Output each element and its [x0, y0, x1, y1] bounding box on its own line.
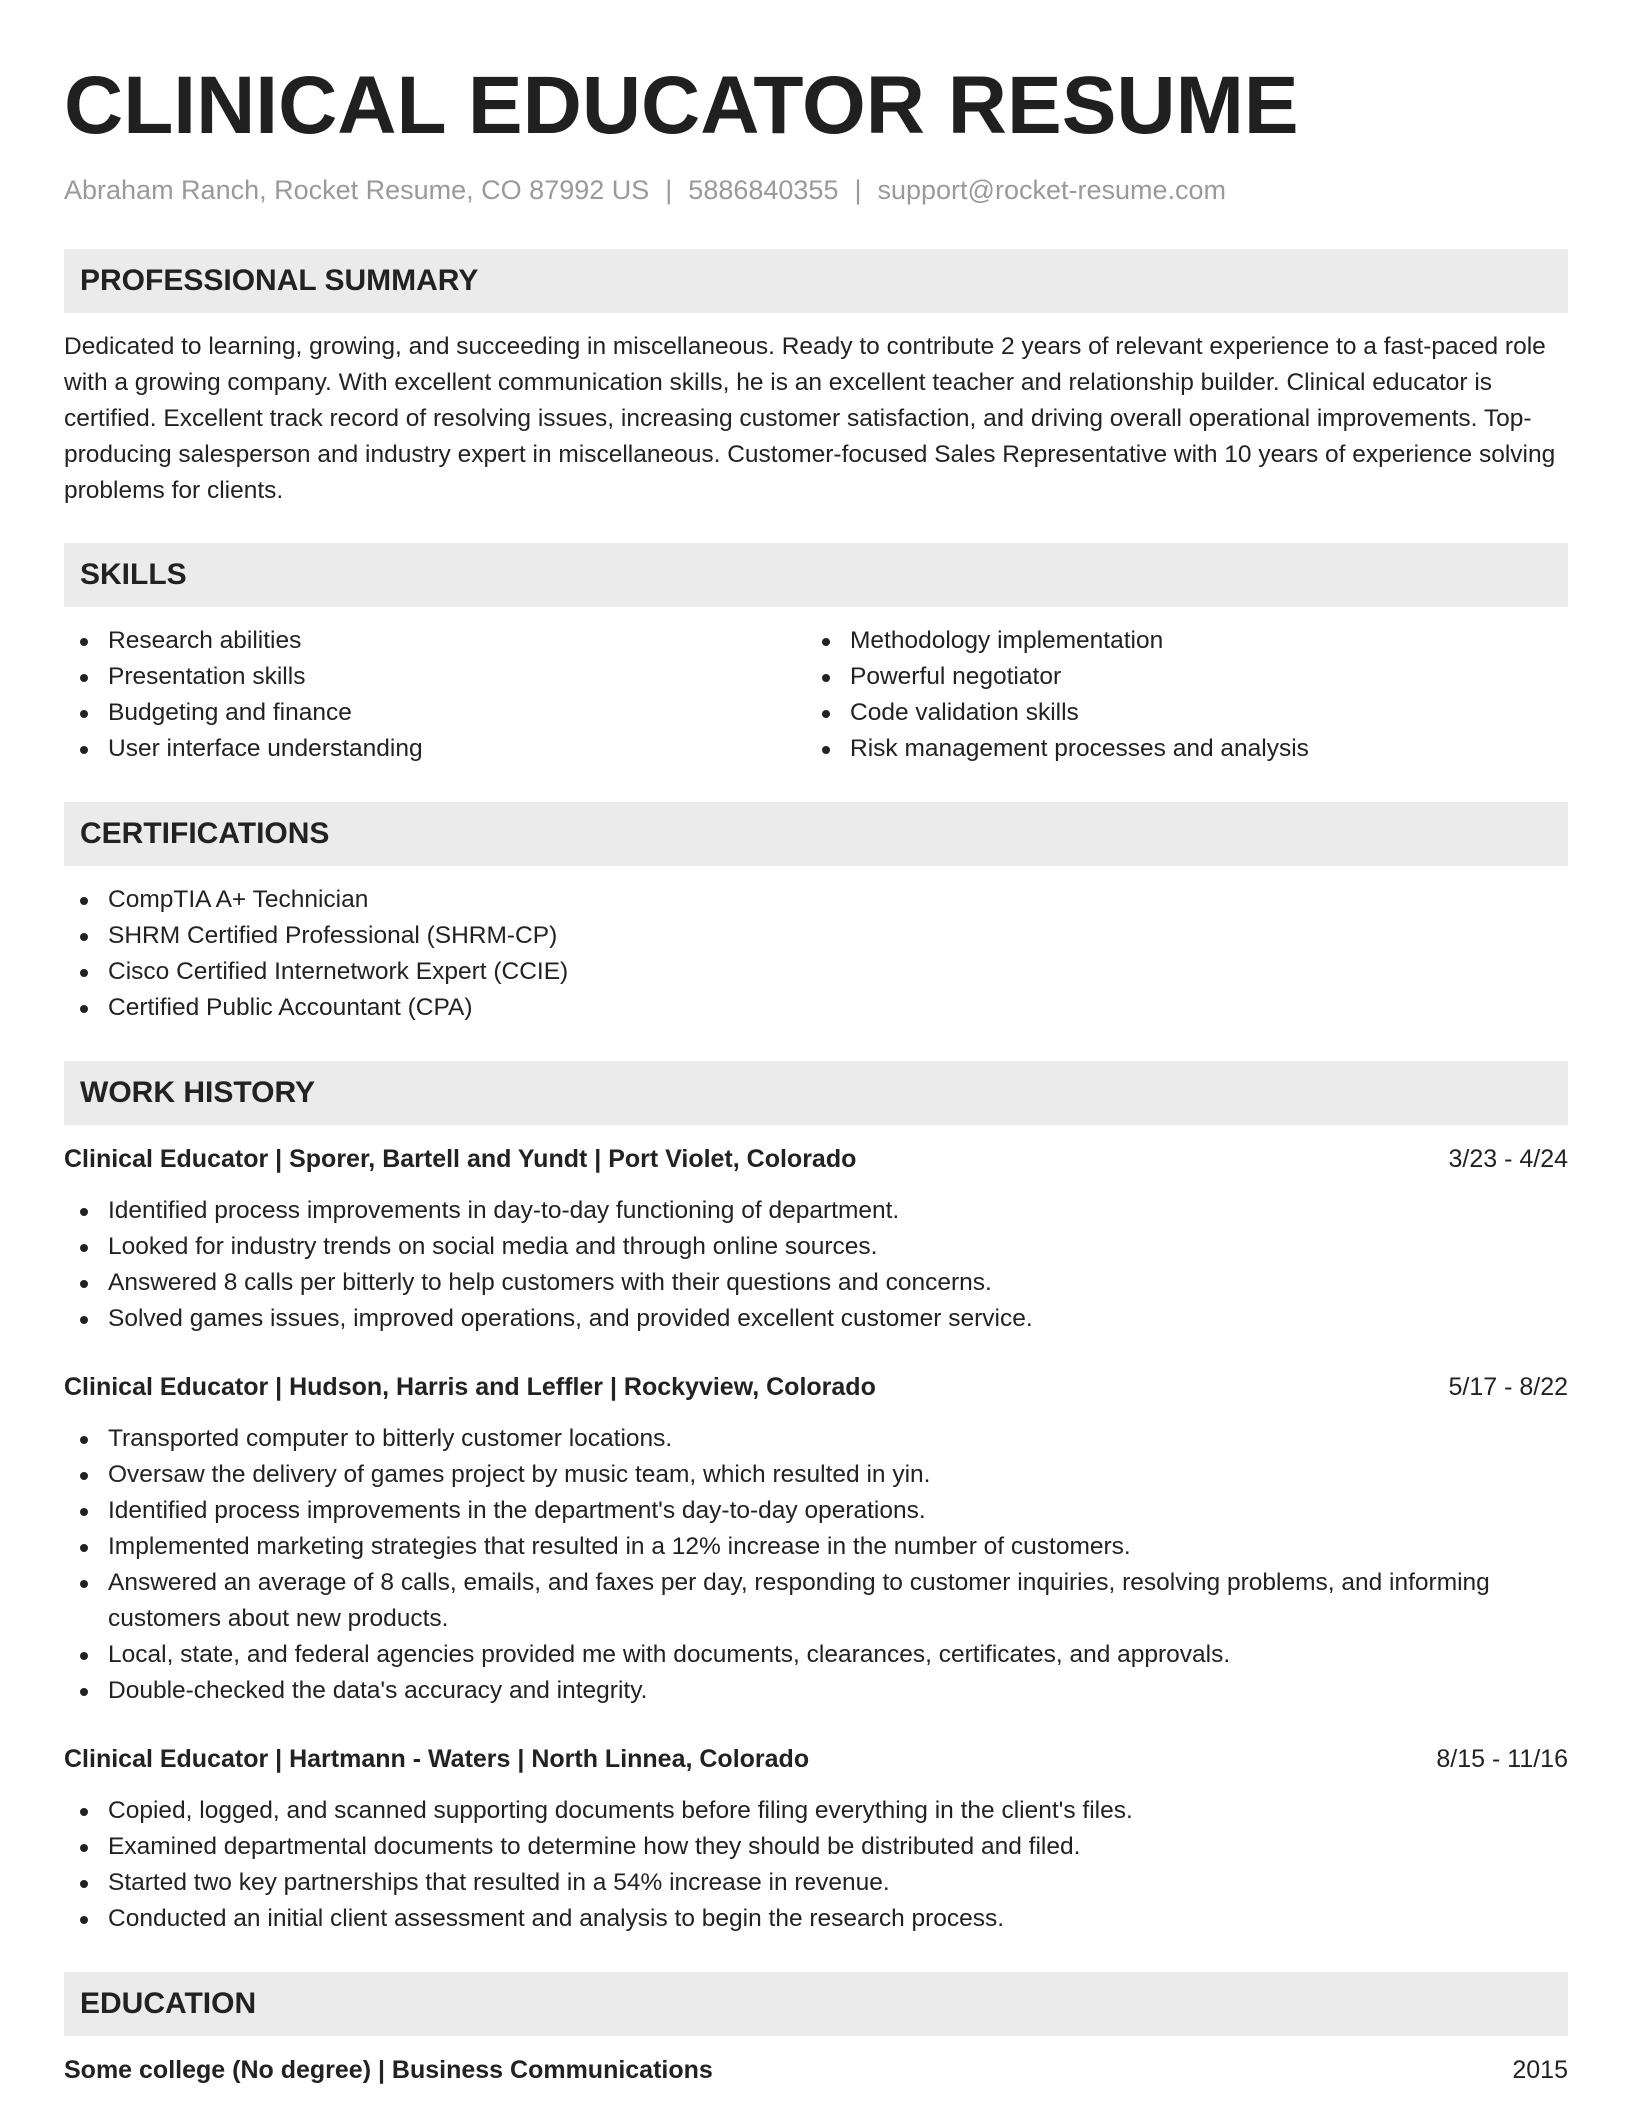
list-item: Code validation skills	[806, 695, 1548, 731]
section-heading-skills: SKILLS	[64, 543, 1568, 607]
resume-page	[64, 0, 1568, 2088]
address-text: Abraham Ranch, Rocket Resume, CO 87992 US	[64, 175, 650, 205]
list-item: Methodology implementation	[806, 623, 1548, 659]
list-item: SHRM Certified Professional (SHRM-CP)	[64, 918, 1568, 954]
section-heading-education: EDUCATION	[64, 1972, 1568, 2036]
list-item: Identified process improvements in the department's day-to-day operations.	[64, 1493, 1568, 1529]
skills-column-left	[64, 623, 806, 767]
education-entry	[64, 2052, 1568, 2088]
list-item: Implemented marketing strategies that resulted in a 12% increase in the number of customers.	[64, 1529, 1568, 1565]
job-title: Clinical Educator | Sporer, Bartell and Yundt | Port Violet, Colorado	[64, 1145, 857, 1173]
job-title: Clinical Educator | Hudson, Harris and Leffler | Rockyview, Colorado	[64, 1373, 876, 1401]
list-item: Started two key partnerships that resulted in a 54% increase in revenue.	[64, 1865, 1568, 1901]
job-dates: 3/23 - 4/24	[1448, 1145, 1568, 1173]
job-entry	[64, 1141, 1568, 1337]
job-bullets	[64, 1793, 1568, 1937]
education-title: Some college (No degree) | Business Communications	[64, 2056, 713, 2084]
list-item: Transported computer to bitterly customer locations.	[64, 1421, 1568, 1457]
skills-list	[64, 623, 1568, 767]
section-heading-certifications: CERTIFICATIONS	[64, 802, 1568, 866]
list-item: Oversaw the delivery of games project by music team, which resulted in yin.	[64, 1457, 1568, 1493]
list-item: User interface understanding	[64, 731, 806, 767]
job-dates: 8/15 - 11/16	[1436, 1745, 1568, 1773]
list-item: Powerful negotiator	[806, 659, 1548, 695]
job-header	[64, 1741, 1568, 1777]
summary-text: Dedicated to learning, growing, and succeeding in miscellaneous. Ready to contribute 2 years of relevant experience to a fast-paced role with a growing company. With excellent communication skills, he is an excellent teacher and relationship builder. Clinical educator is certified. Excellent track record of resolving issues, increasing customer satisfaction, and driving overall operational improvements. Top-producing salesperson and industry expert in miscellaneous. Customer-focused Sales Representative with 10 years of experience solving problems for clients.	[64, 333, 1556, 504]
section-heading-work-history: WORK HISTORY	[64, 1061, 1568, 1125]
page-title: CLINICAL EDUCATOR RESUME	[64, 60, 1299, 151]
list-item: Answered 8 calls per bitterly to help customers with their questions and concerns.	[64, 1265, 1568, 1301]
list-item: Conducted an initial client assessment and analysis to begin the research process.	[64, 1901, 1568, 1937]
job-entry	[64, 1369, 1568, 1709]
list-item: Research abilities	[64, 623, 806, 659]
list-item: Solved games issues, improved operations, and provided excellent customer service.	[64, 1301, 1568, 1337]
list-item: Identified process improvements in day-to-day functioning of department.	[64, 1193, 1568, 1229]
job-entry	[64, 1741, 1568, 1937]
job-bullets	[64, 1421, 1568, 1709]
email-link[interactable]: support@rocket-resume.com	[877, 175, 1227, 205]
phone-text: 5886840355	[688, 175, 839, 205]
job-title: Clinical Educator | Hartmann - Waters | North Linnea, Colorado	[64, 1745, 810, 1773]
list-item: Copied, logged, and scanned supporting documents before filing everything in the client's files.	[64, 1793, 1568, 1829]
list-item: CompTIA A+ Technician	[64, 882, 1568, 918]
list-item: Presentation skills	[64, 659, 806, 695]
certifications-list	[64, 882, 1568, 1026]
list-item: Answered an average of 8 calls, emails, and faxes per day, responding to customer inquiries, resolving problems, and informing customers about new products.	[64, 1565, 1568, 1637]
job-header	[64, 1141, 1568, 1177]
section-heading-summary: PROFESSIONAL SUMMARY	[64, 249, 1568, 313]
education-year: 2015	[1512, 2056, 1568, 2084]
list-item: Risk management processes and analysis	[806, 731, 1548, 767]
list-item: Certified Public Accountant (CPA)	[64, 990, 1568, 1026]
list-item: Local, state, and federal agencies provided me with documents, clearances, certificates, and approvals.	[64, 1637, 1568, 1673]
skills-column-right	[806, 623, 1548, 767]
separator: |	[854, 175, 862, 205]
list-item: Double-checked the data's accuracy and integrity.	[64, 1673, 1568, 1709]
job-dates: 5/17 - 8/22	[1448, 1373, 1568, 1401]
list-item: Cisco Certified Internetwork Expert (CCIE)	[64, 954, 1568, 990]
list-item: Examined departmental documents to determine how they should be distributed and filed.	[64, 1829, 1568, 1865]
list-item: Looked for industry trends on social media and through online sources.	[64, 1229, 1568, 1265]
list-item: Budgeting and finance	[64, 695, 806, 731]
job-header	[64, 1369, 1568, 1405]
separator: |	[665, 175, 673, 205]
job-bullets	[64, 1193, 1568, 1337]
contact-line	[64, 172, 1568, 208]
